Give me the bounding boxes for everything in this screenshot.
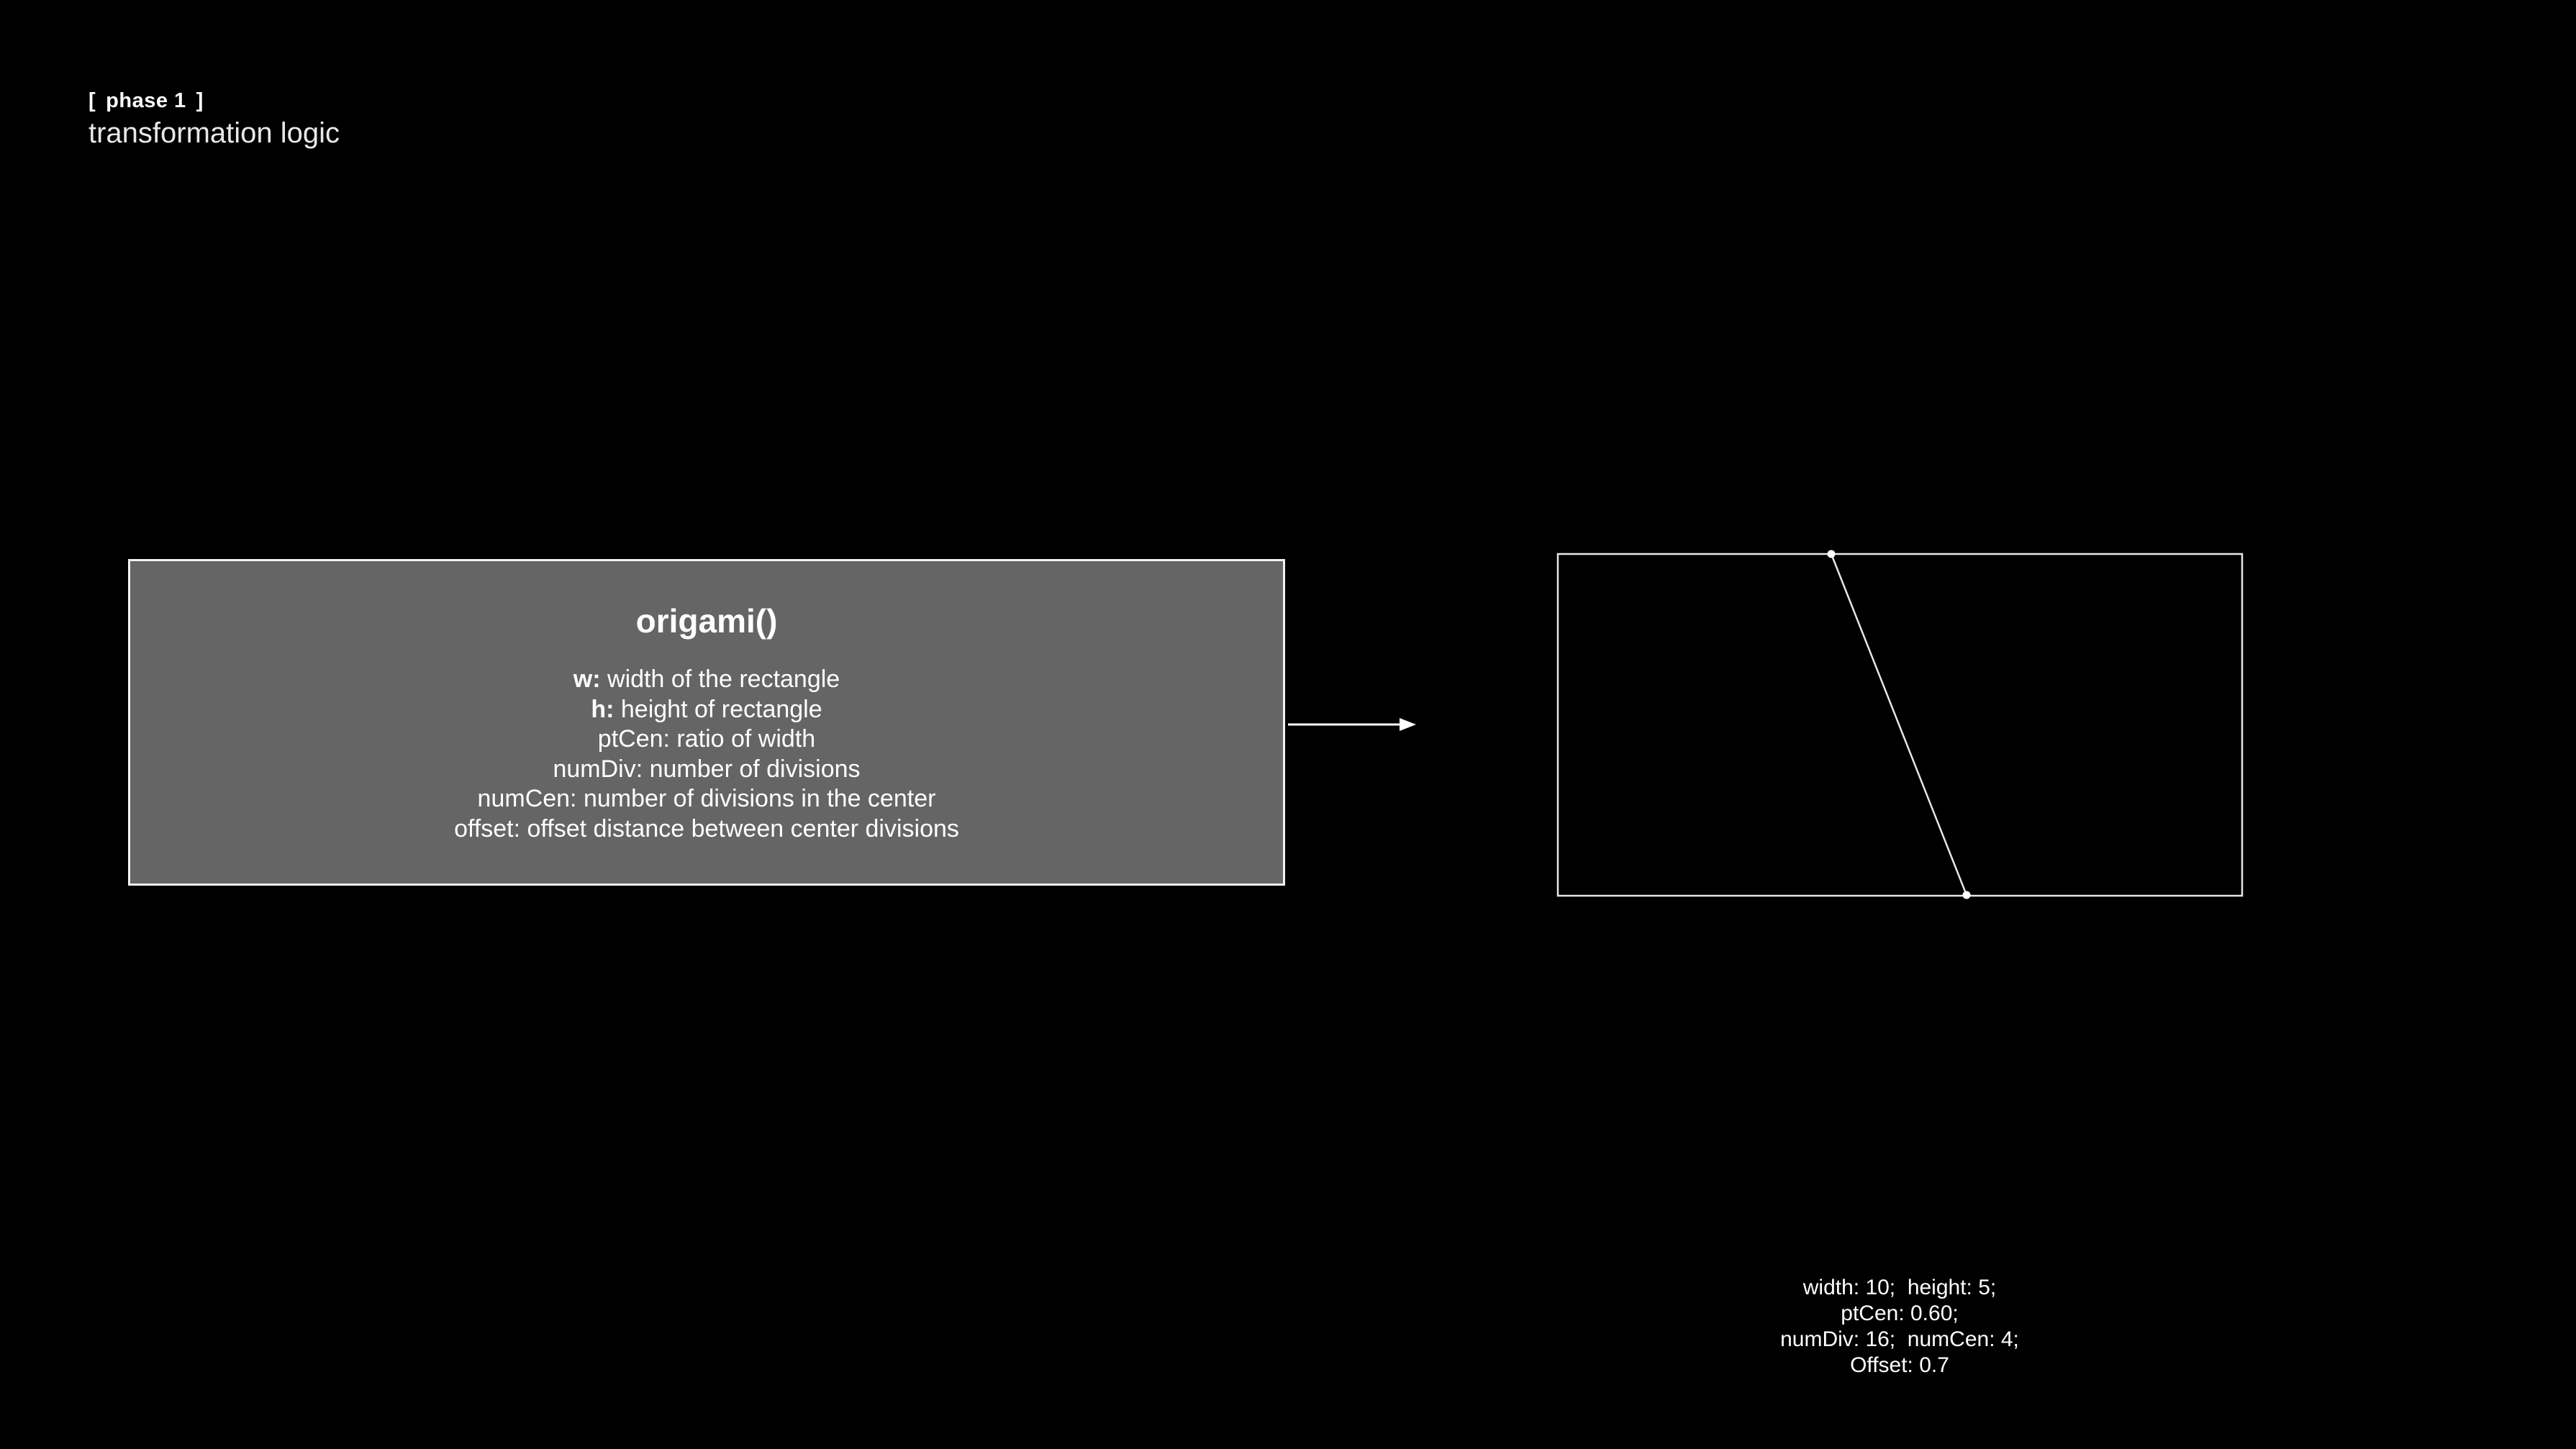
summary-row: ptCen: 0.60; (1841, 1302, 1959, 1325)
param-desc: offset: offset distance between center divisions (454, 814, 959, 842)
flow-arrow-icon (1288, 712, 1425, 737)
summary-row: width: 10; height: 5; (1802, 1276, 1997, 1299)
param-name: w: (573, 666, 601, 693)
page-subtitle: transformation logic (89, 117, 340, 149)
param-row-numdiv (130, 755, 1283, 785)
param-row-h (130, 695, 1283, 725)
fold-line (1831, 554, 1967, 895)
fold-point-top (1828, 550, 1836, 558)
phase-label (89, 86, 340, 115)
parameter-summary (1741, 1275, 2058, 1378)
param-desc: width of the rectangle (600, 666, 840, 693)
bracket-close: ] (196, 89, 204, 112)
summary-row: Offset: 0.7 (1850, 1353, 1949, 1377)
summary-row: numDiv: 16; numCen: 4; (1780, 1327, 2019, 1351)
param-row-offset (130, 814, 1283, 845)
parameter-list (130, 665, 1283, 844)
param-desc: ptCen: ratio of width (597, 725, 816, 753)
phase-text: phase 1 (106, 89, 186, 112)
param-row-numcen (130, 784, 1283, 814)
arrow-head (1400, 718, 1416, 731)
param-name: h: (591, 695, 614, 723)
origami-output-diagram (1554, 547, 2251, 907)
param-row-ptcen (130, 724, 1283, 755)
param-desc: numDiv: number of divisions (553, 755, 861, 783)
param-desc: height of rectangle (614, 695, 822, 723)
bracket-open: [ (89, 89, 96, 112)
param-desc: numCen: number of divisions in the center (477, 785, 936, 812)
fold-point-bottom (1963, 891, 1971, 899)
header (89, 86, 340, 151)
param-row-w (130, 665, 1283, 695)
function-title: origami() (635, 602, 778, 640)
function-box (128, 559, 1285, 886)
